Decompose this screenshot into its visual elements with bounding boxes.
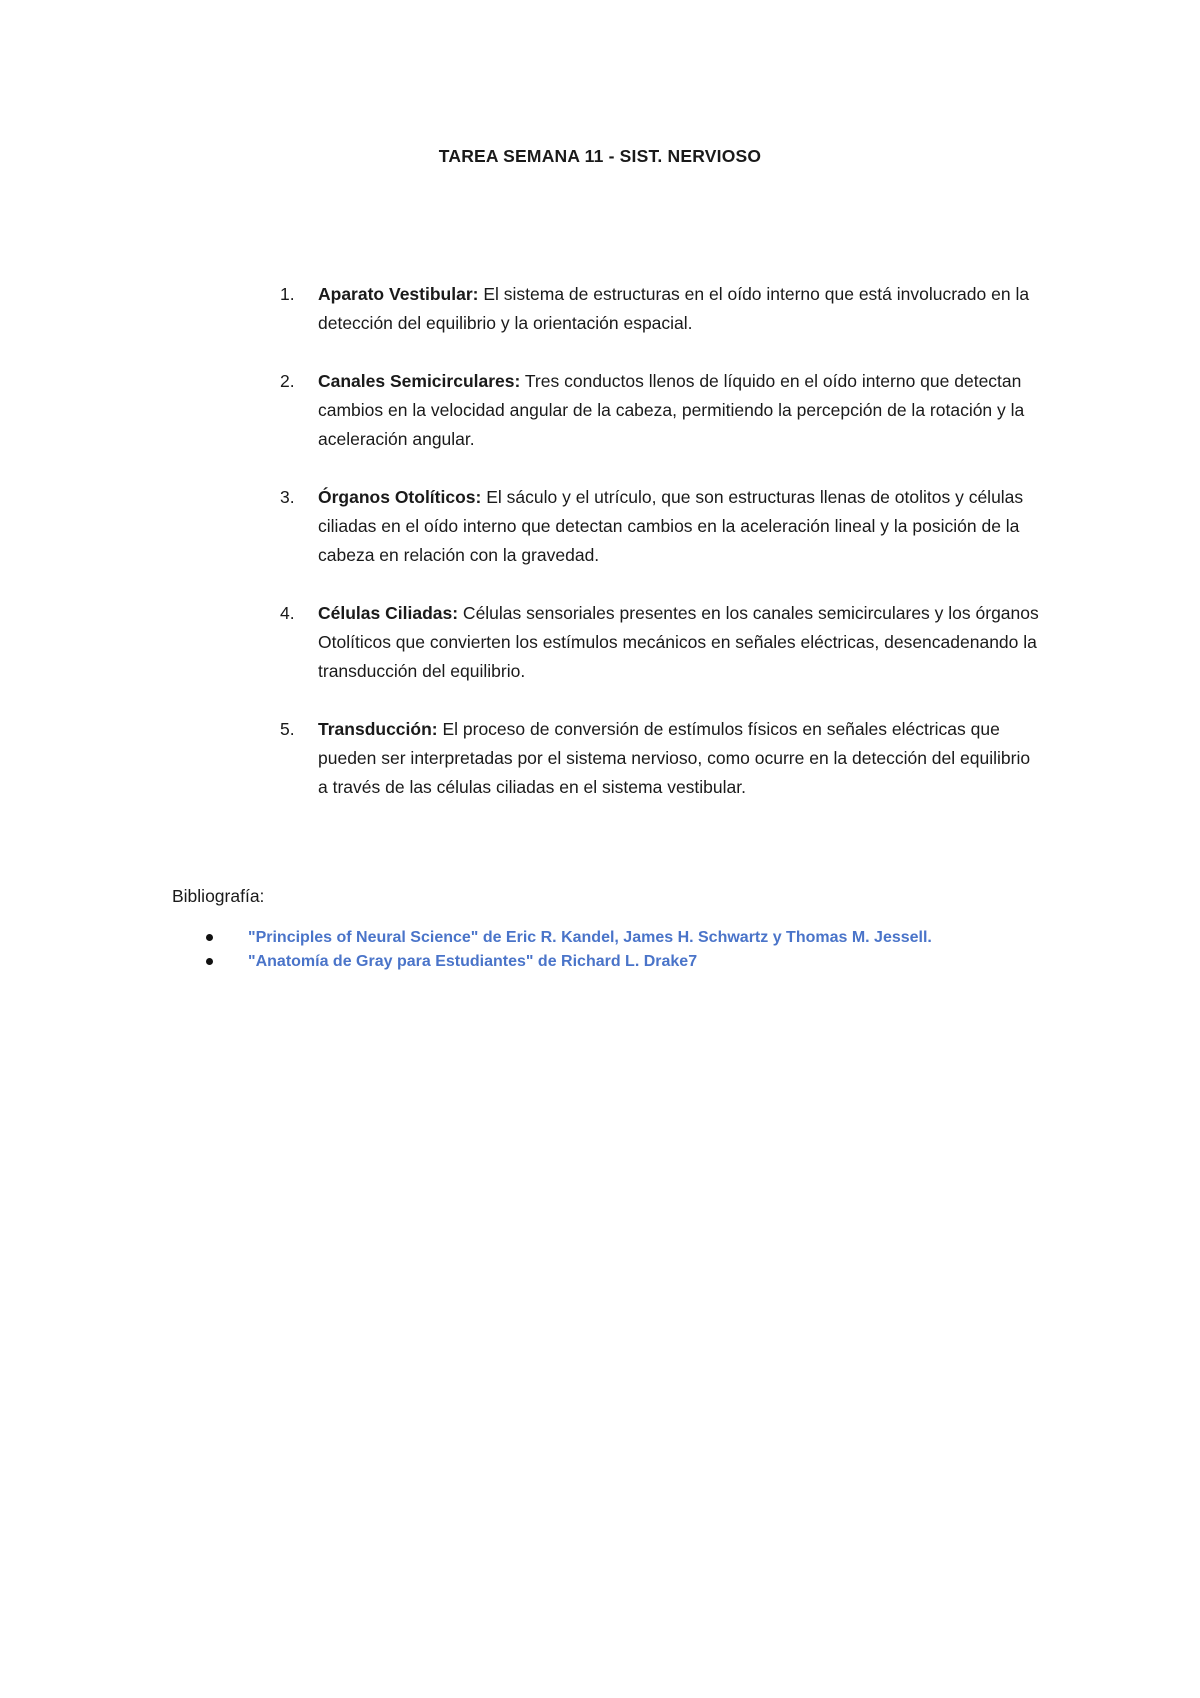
definition-term: Células Ciliadas: bbox=[318, 603, 459, 623]
definition-number: 2. bbox=[280, 371, 295, 391]
definition-text: El proceso de conversión de estímulos físicos en señales eléctricas que pueden ser interpretadas por el sistema nervioso, como ocurre en la detección del equilibrio a través de las células ciliadas en el sistema vestibular. bbox=[318, 719, 1031, 797]
definition-text: Células sensoriales presentes en los canales semicirculares y los órganos Otolíticos que convierten los estímulos mecánicos en señales eléctricas, desencadenando la transducción del equilibrio. bbox=[318, 603, 1039, 681]
definition-number: 4. bbox=[280, 603, 295, 623]
definition-term: Aparato Vestibular: bbox=[318, 284, 479, 304]
bibliography-entry-text[interactable]: "Principles of Neural Science" de Eric R. Kandel, James H. Schwartz y Thomas M. Jessell. bbox=[248, 929, 932, 946]
definition-term: Canales Semicirculares: bbox=[318, 371, 521, 391]
definition-number: 3. bbox=[280, 487, 295, 507]
bullet-icon bbox=[206, 934, 213, 941]
bullet-icon bbox=[206, 958, 213, 965]
definition-number: 1. bbox=[280, 284, 295, 304]
definition-text: Tres conductos llenos de líquido en el oído interno que detectan cambios en la velocidad angular de la cabeza, permitiendo la percepción de la rotación y la aceleración angular. bbox=[318, 371, 1025, 449]
document-title: TAREA SEMANA 11 - SIST. NERVIOSO bbox=[438, 146, 762, 166]
bibliography-entry[interactable] bbox=[200, 950, 932, 974]
bibliography-heading: Bibliografía: bbox=[172, 886, 265, 906]
bibliography-entry-text[interactable]: "Anatomía de Gray para Estudiantes" de Richard L. Drake7 bbox=[248, 953, 698, 970]
definition-text: El sáculo y el utrículo, que son estructuras llenas de otolitos y células ciliadas en el oído interno que detectan cambios en la aceleración lineal y la posición de la cabeza en relación con la gravedad. bbox=[318, 487, 1024, 565]
bibliography-entry[interactable] bbox=[200, 926, 932, 950]
definition-item bbox=[280, 483, 1040, 570]
bibliography-list bbox=[200, 926, 932, 974]
definitions-list bbox=[280, 280, 1040, 831]
definition-item bbox=[280, 599, 1040, 686]
definition-term: Transducción: bbox=[318, 719, 438, 739]
definition-item bbox=[280, 280, 1040, 338]
definition-term: Órganos Otolíticos: bbox=[318, 487, 482, 507]
definition-item bbox=[280, 367, 1040, 454]
definition-text: El sistema de estructuras en el oído interno que está involucrado en la detección del equilibrio y la orientación espacial. bbox=[318, 284, 1030, 333]
definition-number: 5. bbox=[280, 719, 295, 739]
definition-item bbox=[280, 715, 1040, 802]
